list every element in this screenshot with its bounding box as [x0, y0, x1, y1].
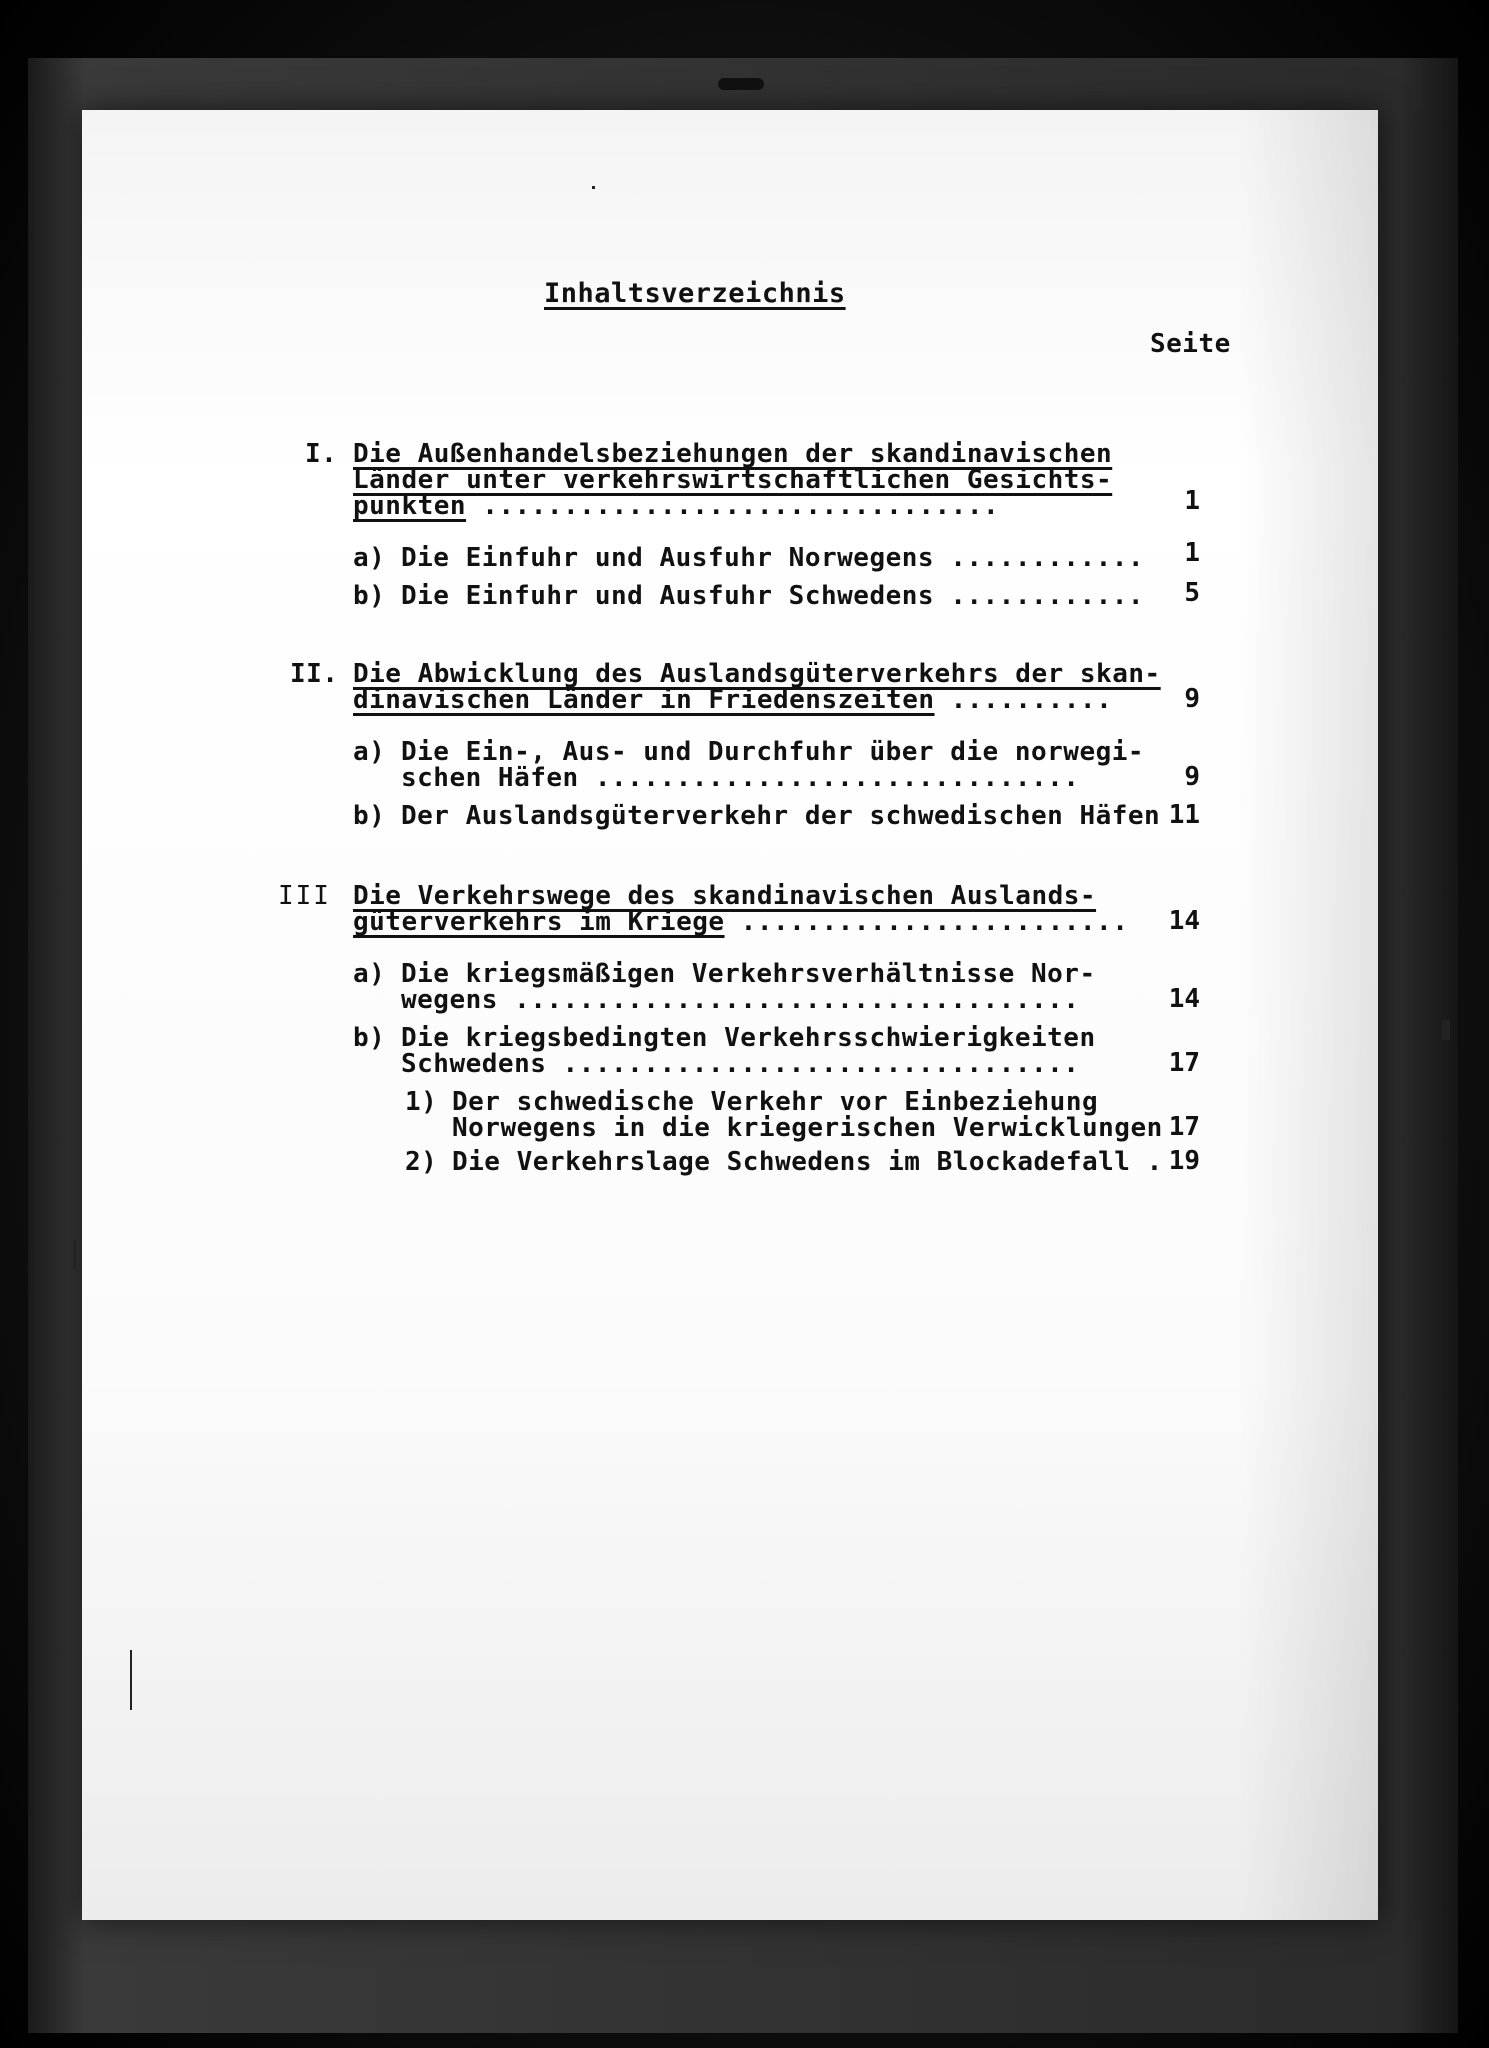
page-number: 17 — [1168, 1048, 1200, 1078]
subsection-entry: Die Einfuhr und Ausfuhr Schwedens ............ — [401, 581, 1145, 611]
page-number: 17 — [1168, 1112, 1200, 1142]
page-number: 9 — [1184, 762, 1200, 792]
section-heading-line: Die Abwicklung des Auslandsgüterverkehrs der skan- — [353, 659, 1161, 689]
page-number: 9 — [1184, 684, 1200, 714]
section-heading-line — [353, 686, 1112, 714]
sub-subsection-label: 1) — [405, 1087, 438, 1117]
subsection-label: a) — [353, 543, 386, 573]
page-number: 1 — [1184, 538, 1200, 568]
page-number: 14 — [1168, 984, 1200, 1014]
page-number: 11 — [1168, 800, 1200, 830]
section-heading-line: Länder unter verkehrswirtschaftlichen Gesichts- — [353, 465, 1113, 495]
subsection-label: b) — [353, 581, 386, 611]
section-heading-line — [353, 908, 1128, 936]
subsection-label: a) — [353, 737, 386, 767]
subsection-entry: Die Einfuhr und Ausfuhr Norwegens ............ — [401, 543, 1145, 573]
section-heading-text: güterverkehrs im Kriege — [353, 907, 725, 937]
section-numeral: I. — [305, 439, 338, 469]
section-heading-text: punkten — [353, 491, 467, 521]
section-heading-line: Die Verkehrswege des skandinavischen Auslands- — [353, 881, 1097, 911]
section-heading-line: Die Außenhandelsbeziehungen der skandinavischen — [353, 439, 1113, 469]
tape-mark — [718, 78, 764, 90]
section-heading-line — [353, 492, 999, 520]
sub-subsection-entry: Die Verkehrslage Schwedens im Blockadefall . — [452, 1147, 1163, 1177]
subsection-label: b) — [353, 1023, 386, 1053]
page-number: 14 — [1168, 906, 1200, 936]
subsection-entry: Die Ein-, Aus- und Durchfuhr über die norwegi- — [401, 737, 1145, 767]
subsection-entry: wegens ................................... — [401, 985, 1080, 1015]
document-title: Inhaltsverzeichnis — [544, 278, 846, 309]
sub-subsection-entry: Norwegens in die kriegerischen Verwicklungen — [452, 1113, 1163, 1143]
page-number: 5 — [1184, 578, 1200, 608]
subsection-entry: Die kriegsbedingten Verkehrsschwierigkeiten — [401, 1023, 1096, 1053]
section-numeral: II. — [290, 659, 339, 689]
leader-dots: .......... — [934, 685, 1113, 715]
subsection-entry: Schwedens ................................ — [401, 1049, 1080, 1079]
scan-speck — [592, 186, 595, 189]
subsection-label: b) — [353, 801, 386, 831]
scan-speck — [74, 1240, 76, 1270]
scan-speck — [1442, 1020, 1450, 1040]
section-heading-text: dinavischen Länder in Friedenszeiten — [353, 685, 935, 715]
subsection-label: a) — [353, 959, 386, 989]
subsection-entry: schen Häfen .............................. — [401, 763, 1080, 793]
subsection-entry: Der Auslandsgüterverkehr der schwedischen Häfen — [401, 801, 1161, 831]
page-column-label: Seite — [1150, 329, 1231, 359]
scan-speck — [130, 1650, 132, 1710]
document-page — [82, 110, 1378, 1920]
page-number: 19 — [1168, 1146, 1200, 1176]
leader-dots: ................................ — [466, 491, 1000, 521]
subsection-entry: Die kriegsmäßigen Verkehrsverhältnisse Nor- — [401, 959, 1096, 989]
sub-subsection-label: 2) — [405, 1147, 438, 1177]
page-number: 1 — [1184, 486, 1200, 516]
leader-dots: ........................ — [724, 907, 1129, 937]
sub-subsection-entry: Der schwedische Verkehr vor Einbeziehung — [452, 1087, 1099, 1117]
section-numeral: III — [278, 881, 331, 911]
